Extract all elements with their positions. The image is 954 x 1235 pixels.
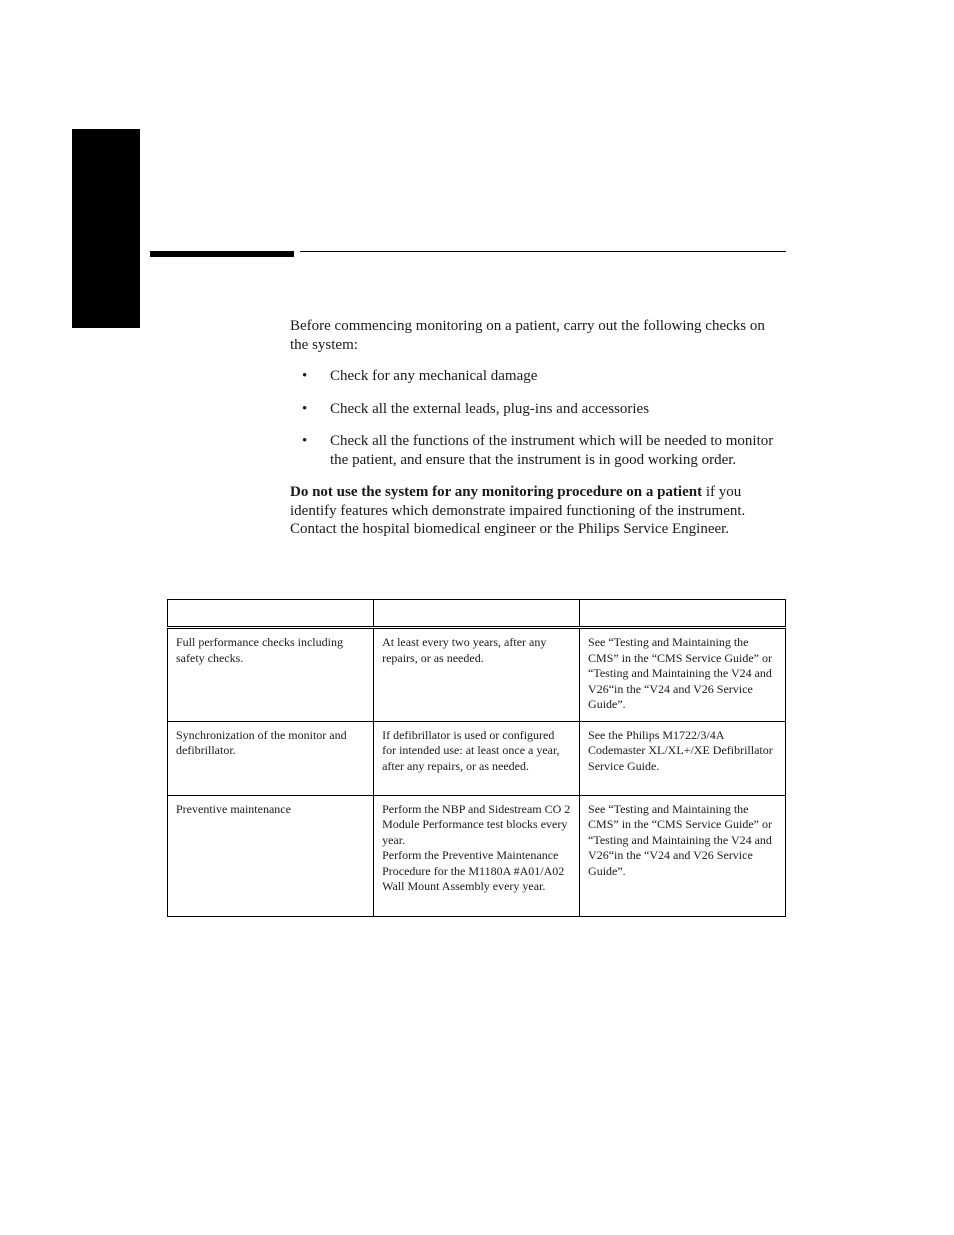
heading-rule-thick bbox=[150, 251, 294, 257]
bullet-icon: • bbox=[302, 433, 308, 449]
list-item bbox=[290, 432, 786, 469]
list-item-text: Check for any mechanical damage bbox=[330, 368, 538, 384]
header-cell-frequency bbox=[374, 600, 580, 628]
main-content bbox=[290, 317, 786, 539]
table-header-row bbox=[168, 600, 786, 628]
list-item bbox=[290, 367, 786, 386]
cell-reference: See “Testing and Maintaining the CMS” in the “CMS Service Guide” or “Testing and Maintaining the V24 and V26“in the “V24 and V26 Service Guide”. bbox=[580, 628, 786, 722]
cell-task: Preventive maintenance bbox=[168, 795, 374, 916]
intro-paragraph: Before commencing monitoring on a patient, carry out the following checks on the system: bbox=[290, 318, 765, 353]
list-item bbox=[290, 400, 786, 419]
header-cell-task bbox=[168, 600, 374, 628]
cell-task: Synchronization of the monitor and defibrillator. bbox=[168, 721, 374, 795]
chapter-side-tab bbox=[72, 129, 140, 328]
table-row bbox=[168, 628, 786, 722]
cell-frequency-line: Perform the NBP and Sidestream CO 2 Module Performance test blocks every year. bbox=[382, 801, 571, 847]
heading-rule-thin bbox=[300, 251, 786, 252]
header-cell-reference bbox=[580, 600, 786, 628]
cell-frequency bbox=[374, 795, 580, 916]
list-item-text: Check all the external leads, plug-ins and accessories bbox=[330, 400, 650, 417]
cell-frequency: At least every two years, after any repairs, or as needed. bbox=[374, 628, 580, 722]
maintenance-table bbox=[167, 599, 786, 917]
cell-frequency: If defibrillator is used or configured for intended use: at least once a year, after any repairs, or as needed. bbox=[374, 721, 580, 795]
warning-text: if you identify features which demonstrate impaired functioning of the instrument. Contact the hospital biomedical engineer or the Philips Service Engineer. bbox=[290, 484, 746, 537]
bullet-icon: • bbox=[302, 368, 308, 384]
cell-reference: See “Testing and Maintaining the CMS” in the “CMS Service Guide” or “Testing and Maintaining the V24 and V26“in the “V24 and V26 Service Guide”. bbox=[580, 795, 786, 916]
bullet-icon: • bbox=[302, 400, 308, 417]
check-list bbox=[290, 367, 786, 469]
table-row bbox=[168, 795, 786, 916]
cell-reference: See the Philips M1722/3/4A Codemaster XL/XL+/XE Defibrillator Service Guide. bbox=[580, 721, 786, 795]
cell-frequency-line: Perform the Preventive Maintenance Procedure for the M1180A #A01/A02 Wall Mount Assembly every year. bbox=[382, 848, 565, 893]
warning-paragraph bbox=[290, 483, 786, 539]
list-item-text: Check all the functions of the instrument which will be needed to monitor the patient, and ensure that the instrument is in good working order. bbox=[330, 433, 774, 468]
cell-task: Full performance checks including safety checks. bbox=[168, 628, 374, 722]
warning-bold-text: Do not use the system for any monitoring procedure on a patient bbox=[290, 484, 703, 500]
table-row bbox=[168, 721, 786, 795]
